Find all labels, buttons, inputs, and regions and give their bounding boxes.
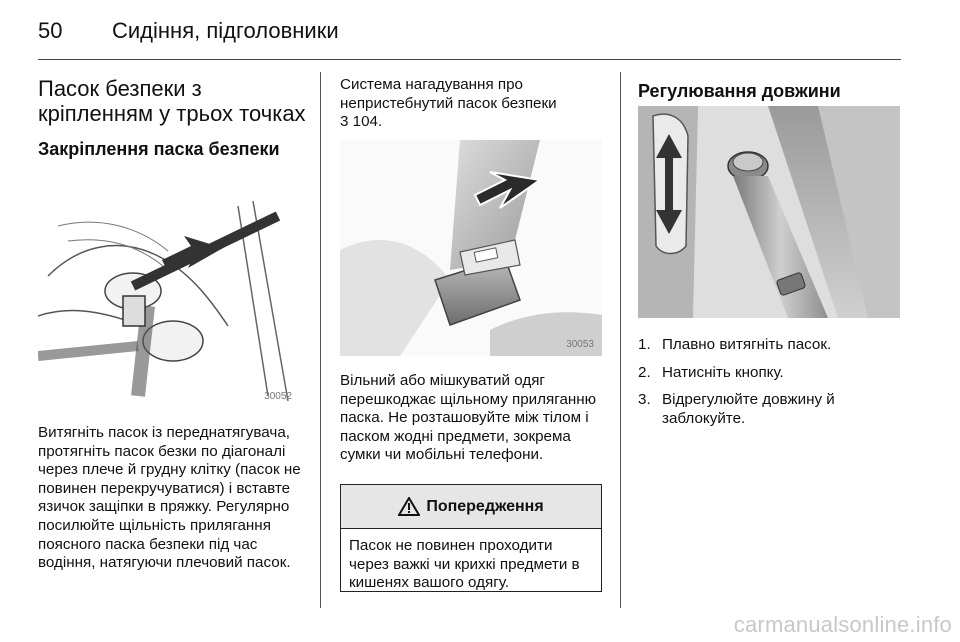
page-title: Сидіння, підголовники (112, 18, 339, 43)
step-number: 1. (638, 336, 651, 353)
warning-box (340, 484, 602, 592)
warning-triangle-icon (398, 497, 420, 516)
warning-header (341, 485, 601, 529)
figure-belt-buckle (340, 140, 602, 356)
section-title-three-point-belt: Пасок безпеки з кріпленням у трьох точках (38, 76, 306, 126)
height-adjuster-illustration (638, 106, 900, 318)
left-column (38, 76, 310, 160)
column-divider-1 (320, 72, 321, 608)
page-reference-link[interactable]: 3 104. (340, 113, 383, 131)
figure-code: 30052 (264, 391, 292, 402)
adjustment-steps-list (638, 336, 900, 437)
belt-fastening-illustration (38, 196, 300, 408)
site-watermark: carmanualsonline.info (733, 612, 952, 637)
page-header (38, 16, 900, 56)
left-body-text: Витягніть пасок із переднатягувача, протягніть пасок безки по діагоналі через плече й грудну клітку (пасок не повинен перекручуватися) і вставте язичок защіпки в пряжку. Регулярно посилюйте щільність прилягання поясного паска безпеки під час водіння, натягуючи плечовий пасок. (38, 424, 301, 572)
warning-text: Пасок не повинен проходити через важкі чи крихкі предмети в кишенях вашого одягу. (349, 537, 580, 592)
header-divider (38, 59, 901, 60)
step-number: 2. (638, 363, 651, 381)
warning-title: Попередження (426, 497, 544, 515)
section-title-length-adjustment: Регулювання довжини (638, 81, 841, 101)
reminder-text: Система нагадування про непристебнутий пасок безпеки (340, 76, 557, 112)
step-text: Відрегулюйте довжину й заблокуйте. (662, 391, 835, 427)
subsection-title-fastening: Закріплення паска безпеки (38, 139, 280, 159)
page-number: 50 (38, 18, 63, 43)
step-number: 3. (638, 391, 651, 409)
middle-body-text: Вільний або мішкуватий одяг перешкоджає щільному приляганню паска. Не розташовуйте між тілом і паском жодні предмети, зокрема сумки чи мобільні телефони. (340, 372, 597, 464)
step-text: Плавно витягніть пасок. (662, 336, 832, 353)
figure-code: 30053 (566, 339, 594, 350)
step-item (638, 391, 900, 428)
step-item (638, 364, 900, 383)
step-item (638, 336, 900, 355)
column-divider-2 (620, 72, 621, 608)
step-text: Натисніть кнопку. (662, 363, 784, 381)
right-column (638, 80, 900, 102)
middle-intro (340, 76, 608, 132)
figure-belt-fastening (38, 196, 300, 408)
belt-buckle-illustration (340, 140, 602, 356)
figure-height-adjustment (638, 106, 900, 318)
